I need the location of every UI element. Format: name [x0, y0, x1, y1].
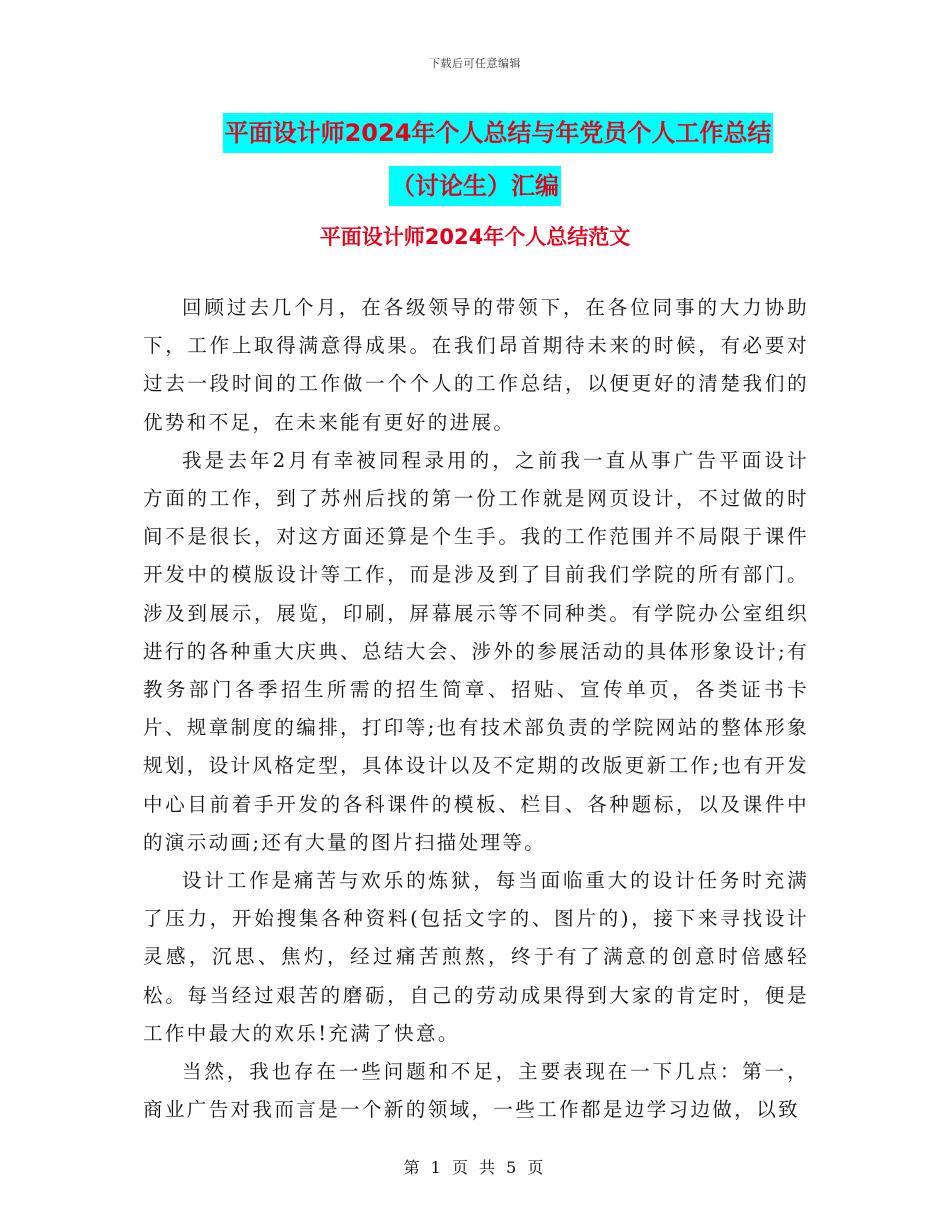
paragraph: 我是去年2月有幸被同程录用的，之前我一直从事广告平面设计方面的工作，到了苏州后找的第一份工作就是网页设计，不过做的时间不是很长，对这方面还算是个生手。我的工作范围并不局限于课件开发中的模版设计等工作，而是涉及到了目前我们学院的所有部门。涉及到展示，展览，印刷，屏幕展示等不同种类。有学院办公室组织进行的各种重大庆典、总结大会、涉外的参展活动的具体形象设计;有教务部门各季招生所需的招生简章、招贴、宣传单页，各类证书卡片、规章制度的编排，打印等;也有技术部负责的学院网站的整体形象规划，设计风格定型，具体设计以及不定期的改版更新工作;也有开发中心目前着手开发的各科课件的模板、栏目、各种题标，以及课件中的演示动画;还有大量的图片扫描处理等。: [143, 448, 809, 854]
document-title-line1: 平面设计师2024年个人总结与年党员个人工作总结: [223, 113, 774, 153]
document-title: [0, 108, 950, 211]
header-note: 下载后可任意编辑: [429, 57, 521, 70]
paragraph: 回顾过去几个月，在各级领导的带领下，在各位同事的大力协助下，工作上取得满意得成果。在我们昂首期待未来的时候，有必要对过去一段时间的工作做一个个人的工作总结，以便更好的清楚我们的优势和不足，在未来能有更好的进展。: [143, 296, 809, 434]
body-text: [143, 289, 809, 1129]
paragraph: 设计工作是痛苦与欢乐的炼狱，每当面临重大的设计任务时充满了压力，开始搜集各种资料(包括文字的、图片的)，接下来寻找设计灵感，沉思、焦灼，经过痛苦煎熬，终于有了满意的创意时倍感轻松。每当经过艰苦的磨砺，自己的劳动成果得到大家的肯定时，便是工作中最大的欢乐!充满了快意。: [143, 869, 809, 1045]
section-heading: 平面设计师2024年个人总结范文: [319, 225, 631, 249]
paragraph: 当然，我也存在一些问题和不足，主要表现在一下几点：第一，商业广告对我而言是一个新的领域，一些工作都是边学习边做，以致: [143, 1060, 809, 1122]
page-number-footer: 第 1 页 共 5 页: [403, 1158, 547, 1177]
document-title-line2: （讨论生）汇编: [389, 166, 561, 206]
